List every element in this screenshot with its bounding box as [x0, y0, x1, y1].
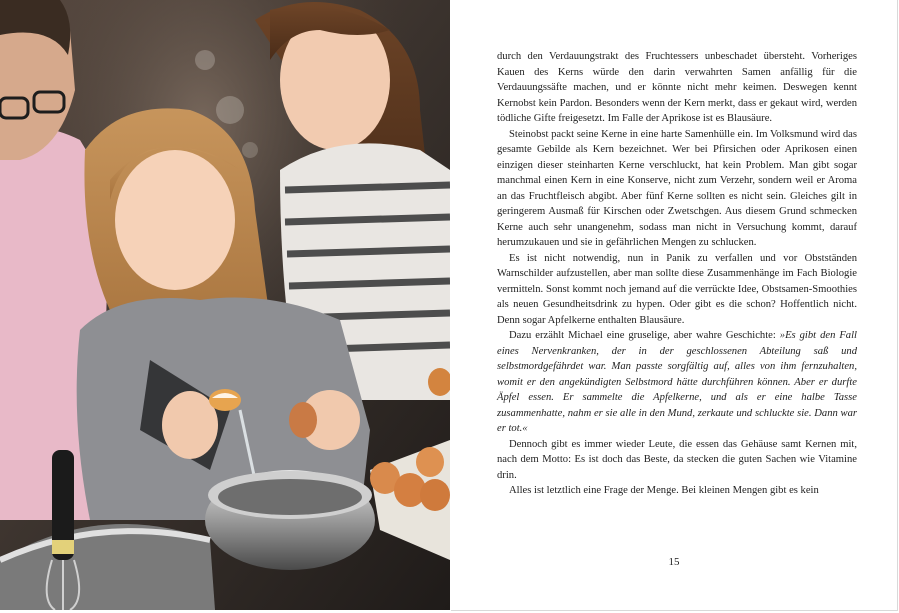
- family-baking-photo: [0, 0, 450, 610]
- paragraph-1: durch den Verdauungstrakt des Fruchtessers unbeschadet übersteht. Vorheriges Kauen des Kerns würde den darin verwahrten Samen anfällig für die Verdauungssäfte machen, und er könnte nicht mehr keimen. Deswegen kennt Kernobst kein Pardon. Besonders wenn der Kern merkt, dass er gekaut wird, werden tödliche Gifte freigesetzt. Im Falle der Aprikose ist es Blausäure.: [497, 51, 857, 124]
- paragraph-3: Es ist nicht notwendig, nun in Panik zu verfallen und vor Obstständen Warnschilder aufzustellen, aber man sollte diese Zusammenhänge im Fach Biologie vermitteln. Sonst kommt noch jemand auf die verrückte Idee, Obstsamen-Smoothies als neuen Gesundheitsdrink zu hypen. Oder gibt es die schon? Hoffentlich nicht. Denn sogar Apfelkerne enthalten Blausäure.: [497, 252, 857, 326]
- quoted-story: »Es gibt den Fall eines Nervenkranken, der in der geschlossenen Abteilung saß und selbstmordgefährdet war. Man passte sorgfältig auf, alles von ihm fernzuhalten, womit er den angekündigten Selbstmord hätte durchführen können. Aber er durfte Äpfel essen. Er sammelte die Apfelkerne, und als er eine halbe Tasse zusammenhatte, nahm er sie alle in den Mund, zerkaute und schluckte sie. Dann war er tot.«: [497, 330, 857, 434]
- text-page: [451, 0, 898, 611]
- paragraph-2: Steinobst packt seine Kerne in eine harte Samenhülle ein. Im Volksmund wird das gesamte Gebilde als Kern bezeichnet. Wer bei Pfirsichen oder Aprikosen einen einzigen dieser steinharten Kerne verschluckt, hat kein Problem. Man gibt sogar manchmal einen Kern in eine Konserve, nicht zum Verzehr, sondern weil er Aroma an das Fruchtfleisch abgibt. Aber fünf Kerne sollten es nicht sein. Gleiches gilt in geringerem Ausmaß für Kirschen oder Zwetschgen. Aus diesem Grund schmecken Kerne auch sehr unangenehm, sodass man nicht in Versuchung kommt, darauf herumzukauen und sie in gefährlichen Mengen zu schlucken.: [497, 128, 857, 248]
- photo-illustration: [0, 0, 450, 610]
- body-text: [497, 49, 857, 499]
- paragraph-4: [497, 328, 857, 437]
- paragraph-5: Dennoch gibt es immer wieder Leute, die essen das Gehäuse samt Kernen mit, nach dem Motto: Es ist doch das Beste, da stecken die guten Sachen wie Vitamine drin.: [497, 438, 857, 481]
- paragraph-6: Alles ist letztlich eine Frage der Menge. Bei kleinen Mengen gibt es kein: [509, 485, 819, 496]
- paragraph-4-lead: Dazu erzählt Michael eine gruselige, aber wahre Geschichte:: [509, 330, 780, 341]
- page-number: 15: [668, 556, 680, 568]
